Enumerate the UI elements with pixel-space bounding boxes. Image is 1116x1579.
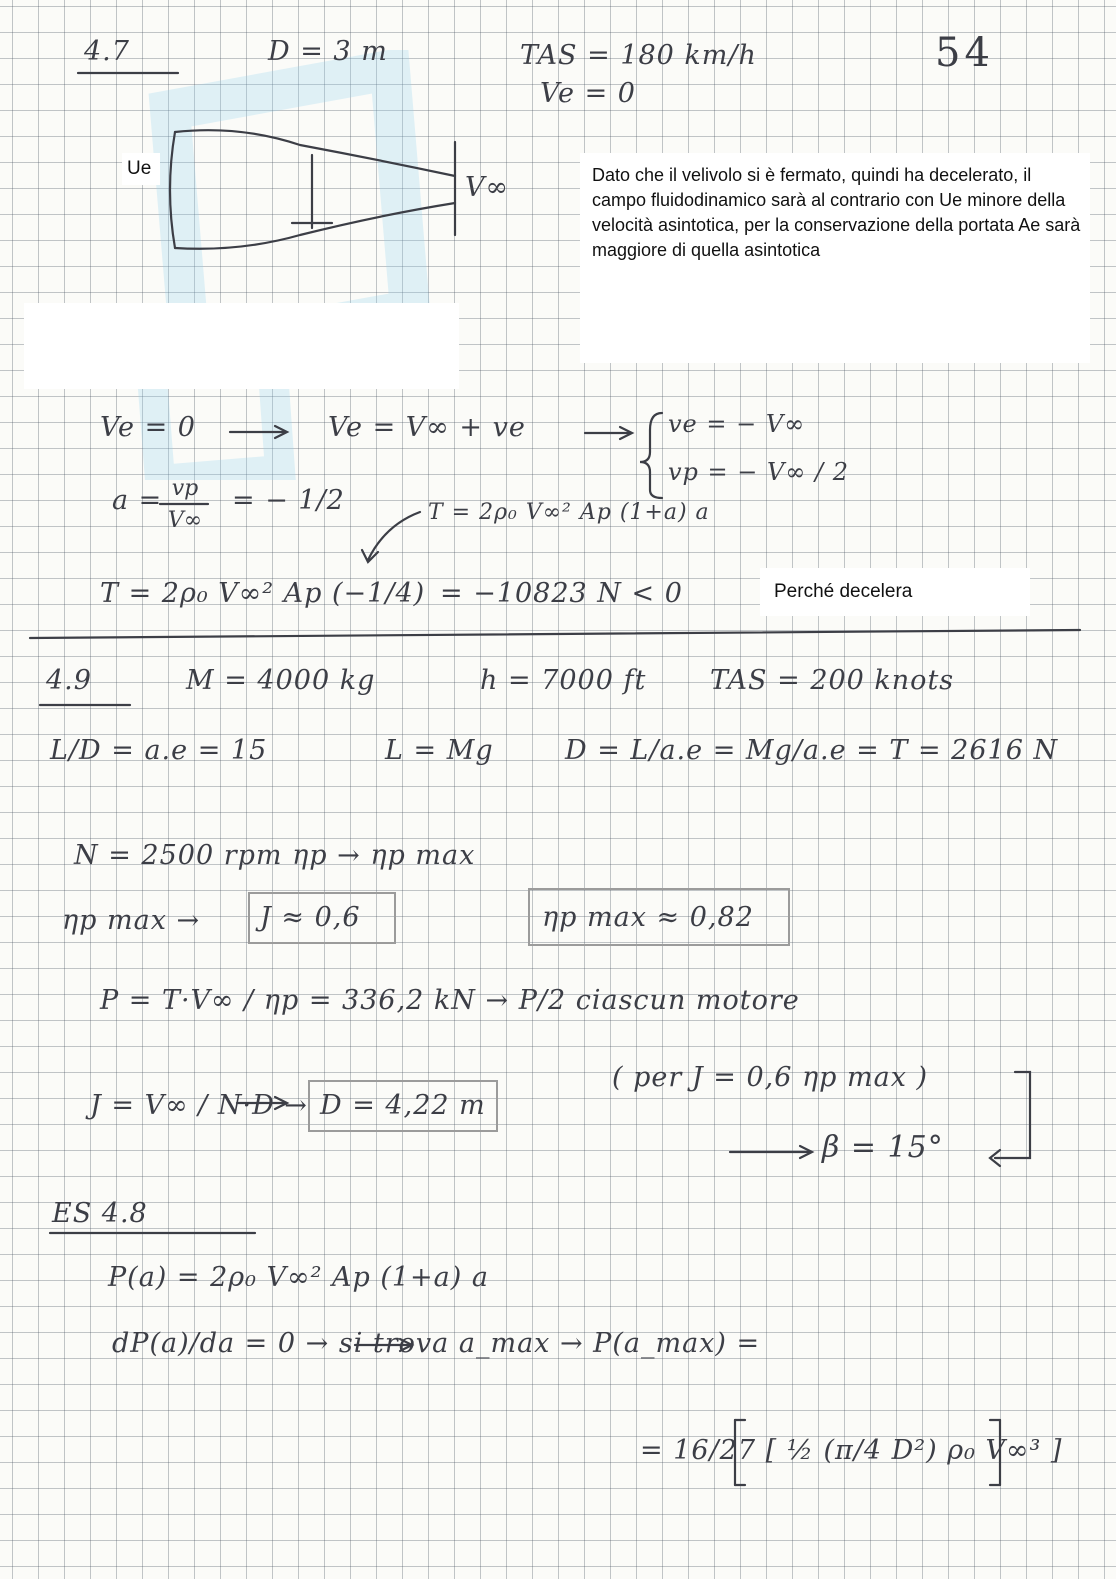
ex47-thrust-formula: T = 2ρ₀ V∞² Ap (1+a) a	[428, 500, 710, 525]
diagram-label-ue: Ue	[122, 153, 160, 185]
ex49-mass: M = 4000 kg	[186, 665, 376, 696]
ex49-j-box: J ≈ 0,6	[260, 902, 361, 933]
ex47-ve: Ve = 0	[540, 78, 636, 109]
ex49-paren: ( per J = 0,6 ηp max )	[612, 1062, 929, 1093]
ex47-a-rhs: = − 1/2	[232, 485, 345, 516]
page-number: 54	[935, 30, 994, 76]
ex47-a-numerator: vp	[171, 476, 199, 501]
ex49-eta-frame	[528, 888, 790, 946]
ex47-ve-relation: Ve = V∞ + ve	[328, 412, 526, 443]
ex47-a-lhs: a =	[112, 485, 163, 516]
ex48-derivative: dP(a)/da = 0 → si trova a_max → P(a_max) =	[112, 1328, 761, 1359]
ex49-eta-box: ηp max ≈ 0,82	[542, 902, 754, 933]
ex47-ve-zero: Ve = 0	[100, 412, 196, 443]
ex49-j-frame	[248, 892, 396, 944]
ex49-d-frame	[308, 1080, 498, 1132]
ex48-heading: ES 4.8	[52, 1198, 148, 1229]
ex47-brace-line1: ve = − V∞	[668, 410, 806, 438]
ex47-diameter: D = 3 m	[268, 36, 388, 67]
pasted-note-box	[580, 153, 1090, 363]
ex49-power: P = T·V∞ / ηp = 336,2 kN → P/2 ciascun motore	[100, 985, 800, 1016]
ex49-rpm: N = 2500 rpm ηp → ηp max	[74, 840, 476, 871]
ex49-d-line: J = V∞ / N·D →	[90, 1090, 308, 1121]
ex47-tas: TAS = 180 km/h	[520, 40, 757, 71]
blank-pasted-box	[24, 303, 459, 389]
ex49-j-line: ηp max →	[62, 905, 201, 936]
ex49-lift: L = Mg	[385, 735, 494, 766]
ex49-altitude: h = 7000 ft	[480, 665, 647, 696]
ex48-power-fn: P(a) = 2ρ₀ V∞² Ap (1+a) a	[108, 1262, 489, 1293]
ex48-final: = 16/27 [ ½ (π/4 D²) ρ₀ V∞³ ]	[640, 1435, 1063, 1466]
diagram-label-vinf: V∞	[465, 172, 509, 203]
thrust-note-box: Perché decelera	[760, 568, 1030, 616]
ex49-ld-ratio: L/D = a.e = 15	[50, 735, 268, 766]
ex47-thrust-value: = −10823 N < 0	[440, 578, 683, 609]
ex49-tas: TAS = 200 knots	[710, 665, 955, 696]
ex49-drag: D = L/a.e = Mg/a.e = T = 2616 N	[565, 735, 1059, 766]
ex49-beta: β = 15°	[822, 1130, 944, 1165]
ex47-brace-line2: vp = − V∞ / 2	[668, 458, 849, 486]
ex47-heading: 4.7	[84, 36, 130, 67]
ex49-d-box: D = 4,22 m	[320, 1090, 486, 1121]
pasted-note-text: Dato che il velivolo si è fermato, quindi ha decelerato, il campo fluidodinamico sarà al contrario con Ue minore della velocità asintotica, per la conservazione della portata Ae sarà maggiore di quella asintotica	[592, 165, 1081, 260]
ex47-thrust-line: T = 2ρ₀ V∞² Ap (−1/4)	[100, 578, 426, 609]
ex47-a-denominator: V∞	[167, 508, 203, 533]
ex49-heading: 4.9	[46, 665, 92, 696]
